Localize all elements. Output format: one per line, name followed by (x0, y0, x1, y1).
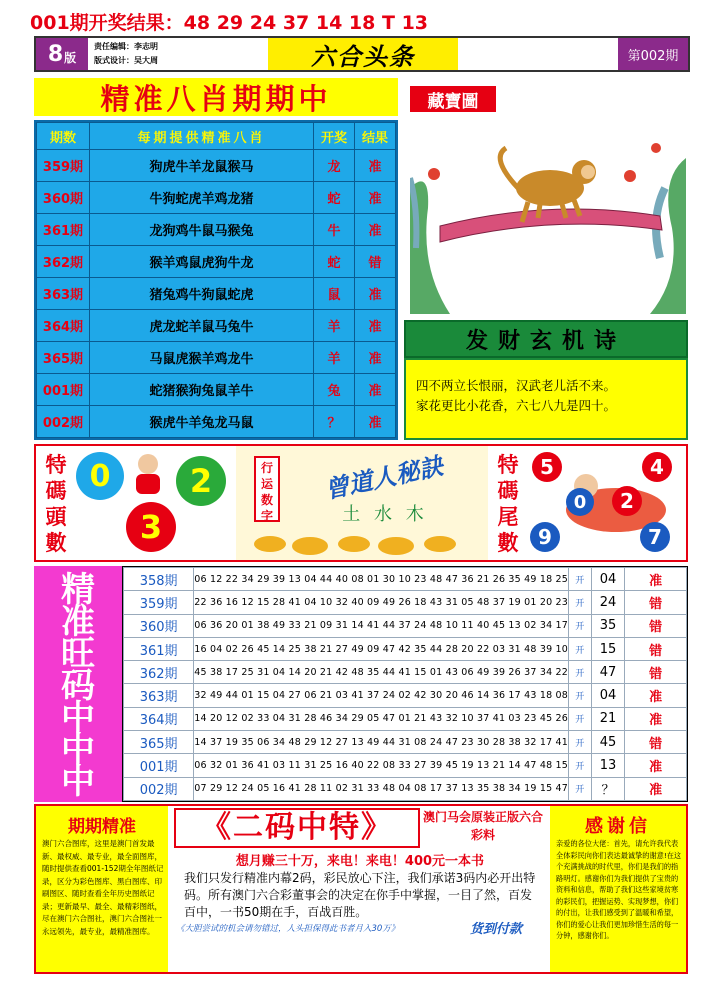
cell-nums: 45 38 17 25 31 04 14 20 21 42 48 35 44 41 15 01 43 06 49 39 26 37 34 22 (194, 661, 569, 684)
cell-verdict: 错 (625, 661, 687, 684)
table-row (124, 684, 687, 707)
design-line: 版式设计：吴大周 (94, 56, 158, 65)
treasure-map-illustration (410, 118, 686, 314)
cell-period: 001期 (124, 754, 194, 777)
cell-nums: 14 37 19 35 06 34 48 29 12 27 13 49 44 31 08 24 47 23 30 28 38 32 17 41 (194, 731, 569, 754)
qqjz-title: 期期精准 (68, 817, 136, 837)
cell-period: 363期 (37, 278, 90, 310)
cell-nums: 06 12 22 34 29 39 13 04 44 40 08 01 30 10 23 48 47 36 21 26 35 49 18 25 (194, 568, 569, 591)
table-row (37, 182, 396, 214)
cell-zodiacs: 猴羊鸡鼠虎狗牛龙 (90, 246, 314, 278)
table-row (124, 707, 687, 730)
editor-credits (94, 40, 224, 70)
cell-kai: 开 (569, 637, 592, 660)
cell-val: 04 (591, 684, 625, 707)
monkey-on-branch-icon (410, 118, 686, 314)
tail-ball-1: 5 (532, 452, 562, 482)
erma-banner: 想月赚三十万，来电！来电！400元一本书 (235, 854, 485, 869)
table-row (37, 342, 396, 374)
cell-verdict: 错 (625, 614, 687, 637)
cell-period: 002期 (37, 406, 90, 438)
cell-kai: 开 (569, 731, 592, 754)
cell-verdict: 准 (625, 754, 687, 777)
head-ball-2: 2 (176, 456, 226, 506)
cell-zodiacs: 猪兔鸡牛狗鼠蛇虎 (90, 278, 314, 310)
cell-verdict: 准 (355, 374, 396, 406)
table-row (124, 614, 687, 637)
page-number-badge (36, 38, 88, 70)
cell-result: 鼠 (314, 278, 355, 310)
cell-verdict: 准 (625, 684, 687, 707)
cell-verdict: 准 (355, 150, 396, 182)
qqjz-text: 澳门六合图库，这里是澳门首发最新、最权威、最专业，最全面图库，随时提供查看001-152期全年图纸记录，区分为彩色图库、黑白图库、印刷图区、随时查看全年历史图纸记录；更新最早、最全、最精彩图纸，尽在澳门六合图社，澳门六合图社一永远领先，最专业，最精准图库。 (42, 839, 164, 936)
cell-kai: 开 (569, 661, 592, 684)
cell-period: 361期 (37, 214, 90, 246)
cell-period: 361期 (124, 637, 194, 660)
cell-val: ？ (591, 777, 625, 800)
lucky-child-icon (128, 452, 168, 496)
cell-val: 47 (591, 661, 625, 684)
cell-val: 13 (591, 754, 625, 777)
erma-body: 我们只发行精准内幕2码，彩民放心下注，我们承诺3码内必开出特码。所有澳门六合彩董事会的决定在你手中掌握，一目了然，百发百中，一书50期在手，百战百胜。 (184, 871, 536, 919)
cell-val: 04 (591, 568, 625, 591)
cell-result: 兔 (314, 374, 355, 406)
cell-result: 羊 (314, 310, 355, 342)
tail-ball-5: 9 (530, 522, 560, 552)
table-row (37, 150, 396, 182)
cell-zodiacs: 龙狗鸡牛鼠马猴兔 (90, 214, 314, 246)
erma-footnote: 《大胆尝试的机会请勿错过，人头担保得此书者月入30万》 (176, 924, 400, 934)
cell-nums: 06 36 20 01 38 49 33 21 09 31 14 41 44 37 24 48 10 11 40 45 13 02 34 17 (194, 614, 569, 637)
table-row (37, 310, 396, 342)
cell-verdict: 错 (355, 246, 396, 278)
cell-nums: 06 32 01 36 41 03 11 31 25 16 40 22 08 33 27 39 45 19 13 21 14 47 48 15 (194, 754, 569, 777)
eight-zodiac-table (34, 120, 398, 440)
ban-label: 版 (64, 50, 77, 65)
tail-ball-6: 7 (640, 522, 670, 552)
cell-result: 牛 (314, 214, 355, 246)
table-row (37, 406, 396, 438)
cash-on-delivery: 货到付款 (470, 922, 523, 937)
poem-text (404, 358, 688, 440)
cell-zodiacs: 猴虎牛羊兔龙马鼠 (90, 406, 314, 438)
cell-verdict: 准 (355, 182, 396, 214)
cell-nums: 14 20 12 02 33 04 31 28 46 34 29 05 47 01 21 43 32 10 37 41 03 23 45 26 (194, 707, 569, 730)
cell-period: 365期 (124, 731, 194, 754)
cell-zodiacs: 狗虎牛羊龙鼠猴马 (90, 150, 314, 182)
cell-val: 21 (591, 707, 625, 730)
poem-line-1: 四不两立长恨丽，汉武老儿活不来。 (416, 378, 617, 393)
cell-period: 359期 (37, 150, 90, 182)
cell-val: 35 (591, 614, 625, 637)
cell-verdict: 准 (355, 342, 396, 374)
cell-zodiacs: 马鼠虎猴羊鸡龙牛 (90, 342, 314, 374)
head-ball-1: 0 (76, 452, 124, 500)
cell-period: 364期 (37, 310, 90, 342)
cell-verdict: 准 (355, 278, 396, 310)
cell-period: 364期 (124, 707, 194, 730)
table-row (37, 374, 396, 406)
accurate-numbers-table (122, 566, 688, 802)
cell-verdict: 准 (355, 214, 396, 246)
thanks-title: 感谢信 (585, 816, 651, 837)
gold-ingots-icon (250, 526, 480, 556)
eight-zodiac-title: 精准八肖期期中 (34, 78, 398, 116)
cell-val: 45 (591, 731, 625, 754)
col-result: 开奖 (314, 123, 355, 150)
thanks-text: 亲爱的各位大佬：首先，请允许我代表全体彩民向你们表达最诚挚的谢意!在这个充满挑战的时代里，你们是我们的指路明灯。感谢你们为我们提供了宝贵的资料和信息，帮助了我们这些家境贫寒的彩民们，把握运势、实现梦想，你们的付出，让我们感受到了温暖和希望，你们的爱心让我们更加珍惜生活的每一分钟，感谢你们。 (556, 839, 682, 940)
cell-kai: 开 (569, 777, 592, 800)
cell-period: 001期 (37, 374, 90, 406)
table-row (124, 637, 687, 660)
table-row (37, 214, 396, 246)
accurate-numbers-label: 精 准 旺 码 中 中 中 (34, 566, 122, 802)
col-verdict: 结果 (355, 123, 396, 150)
cell-period: 363期 (124, 684, 194, 707)
table-row (37, 278, 396, 310)
poem-title: 发财玄机诗 (404, 320, 688, 358)
tail-ball-3: 0 (566, 488, 594, 516)
cell-result: 羊 (314, 342, 355, 374)
cell-verdict: 错 (625, 731, 687, 754)
col-period: 期数 (37, 123, 90, 150)
table-header-row (37, 123, 396, 150)
cell-verdict: 错 (625, 591, 687, 614)
table-row (124, 661, 687, 684)
cell-period: 360期 (37, 182, 90, 214)
cell-nums: 22 36 16 12 15 28 41 04 10 32 40 09 49 26 18 43 31 05 48 37 19 01 20 23 (194, 591, 569, 614)
cell-verdict: 错 (625, 637, 687, 660)
cell-period: 358期 (124, 568, 194, 591)
cell-val: 24 (591, 591, 625, 614)
tail-number-label: 特 碼 尾 數 (497, 453, 519, 555)
cell-period: 360期 (124, 614, 194, 637)
poem-line-2: 家花更比小花香，六七八九是四十。 (416, 398, 617, 413)
cell-verdict: 准 (625, 568, 687, 591)
cell-verdict: 准 (355, 406, 396, 438)
cell-nums: 16 04 02 26 45 14 25 38 21 27 49 09 47 42 35 44 28 20 22 03 31 48 39 10 (194, 637, 569, 660)
cell-zodiacs: 牛狗蛇虎羊鸡龙猪 (90, 182, 314, 214)
lucky-number-label: 行 运 数 字 (254, 456, 280, 522)
table-row (124, 754, 687, 777)
cell-result: ？ (314, 406, 355, 438)
cell-val: 15 (591, 637, 625, 660)
cell-kai: 开 (569, 684, 592, 707)
table-row (124, 568, 687, 591)
cell-kai: 开 (569, 707, 592, 730)
issue-badge: 第002期 (618, 38, 688, 70)
cell-result: 龙 (314, 150, 355, 182)
cell-period: 362期 (124, 661, 194, 684)
tail-ball-2: 4 (642, 452, 672, 482)
cell-kai: 开 (569, 591, 592, 614)
cell-verdict: 准 (625, 707, 687, 730)
top-result: 001期开奖结果：48 29 24 37 14 18 T 13 (30, 12, 429, 34)
tail-ball-4: 2 (612, 486, 642, 516)
head-ball-3: 3 (126, 502, 176, 552)
cell-kai: 开 (569, 614, 592, 637)
cell-nums: 32 49 44 01 15 04 27 06 21 03 41 37 24 02 42 30 20 46 14 36 17 43 18 08 (194, 684, 569, 707)
cell-period: 365期 (37, 342, 90, 374)
cell-zodiacs: 蛇猪猴狗兔鼠羊牛 (90, 374, 314, 406)
cell-result: 蛇 (314, 246, 355, 278)
cell-zodiacs: 虎龙蛇羊鼠马兔牛 (90, 310, 314, 342)
cell-period: 002期 (124, 777, 194, 800)
table-row (124, 777, 687, 800)
cell-kai: 开 (569, 754, 592, 777)
cell-period: 362期 (37, 246, 90, 278)
erma-title: 《二码中特》 (174, 808, 420, 848)
cell-period: 359期 (124, 591, 194, 614)
table-row (124, 731, 687, 754)
treasure-map-label: 藏寶圖 (410, 86, 496, 112)
mystery-title: 曾道人秘訣 (322, 451, 446, 505)
editor-line: 责任编辑：李志明 (94, 42, 158, 51)
erma-subtitle: 澳门马会原装正版六合彩料 (422, 810, 543, 842)
table-row (37, 246, 396, 278)
cell-verdict: 准 (625, 777, 687, 800)
head-number-label: 特 碼 頭 數 (45, 453, 67, 555)
cell-result: 蛇 (314, 182, 355, 214)
cell-verdict: 准 (355, 310, 396, 342)
col-zodiacs: 每期提供精准八肖 (90, 123, 314, 150)
table-row (124, 591, 687, 614)
ban-number: 8 (47, 41, 64, 67)
five-elements: 土 水 木 (342, 504, 428, 525)
paper-title: 六合头条 (268, 38, 458, 70)
cell-nums: 07 29 12 24 05 16 41 28 11 02 31 33 48 04 08 17 37 13 35 38 34 19 15 47 (194, 777, 569, 800)
cell-kai: 开 (569, 568, 592, 591)
